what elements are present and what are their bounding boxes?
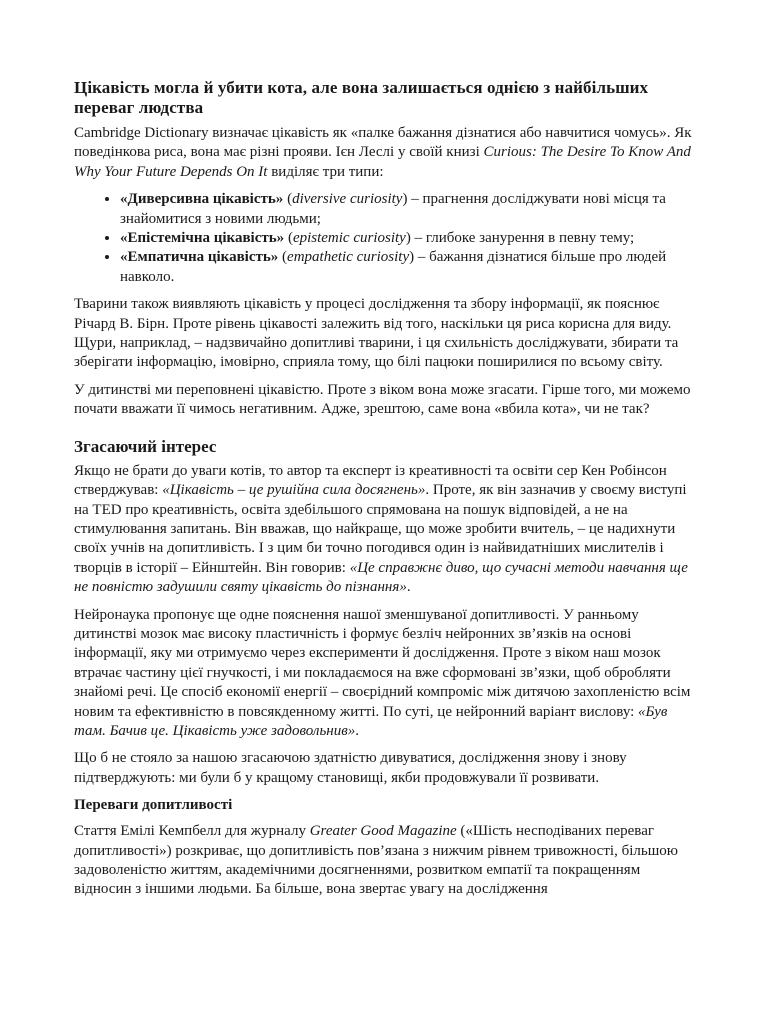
campbell-paragraph	[74, 822, 694, 900]
type-paren: (	[284, 230, 293, 247]
type-description: ) – глибоке занурення в певну тему;	[405, 230, 635, 247]
paragraph-text: Якщо не брати до уваги котів, то автор та експерт із креативності та освіти сер Кен Робінсон стверджував:	[74, 462, 667, 499]
type-name: «Диверсивна цікавість»	[120, 191, 284, 208]
list-item	[120, 190, 694, 229]
book-title: Curious: The Desire To Know And Why Your Future Depends On It	[74, 144, 691, 180]
paragraph-text: («Шість несподіваних переваг допитливості») розкриває, що допитливість пов’язана з нижчим рівнем тривожності, більшою задоволеністю життям, академічними досягненнями, розвитком емпатії та покращенням відносин з іншими людьми. Ба більше, вона звертає увагу на дослідження	[74, 823, 678, 898]
paragraph-text: .	[406, 579, 411, 596]
type-paren: (	[278, 249, 288, 266]
type-english: diversive curiosity	[292, 191, 403, 208]
neuroscience-paragraph	[74, 606, 694, 742]
paragraph-text: .	[355, 722, 359, 739]
robinson-paragraph	[74, 462, 694, 598]
article-title: Цікавість могла й убити кота, але вона залишається однією з найбільших переваг людства	[74, 78, 649, 117]
type-description: ) – прагнення досліджувати нові місця та знайомитися з новими людьми;	[120, 191, 666, 227]
intro-text-2: виділяє три типи:	[267, 163, 384, 180]
magazine-title: Greater Good Magazine	[309, 823, 457, 840]
type-description: ) – бажання дізнатися більше про людей навколо.	[120, 249, 667, 285]
type-english: epistemic curiosity	[292, 230, 406, 247]
section-heading-benefits: Переваги допитливості	[74, 797, 233, 814]
type-name: «Емпатична цікавість»	[120, 249, 279, 266]
type-paren: (	[283, 191, 293, 208]
intro-paragraph	[74, 124, 694, 182]
paragraph-text: Стаття Емілі Кемпбелл для журналу	[74, 823, 310, 840]
animals-paragraph: Тварини також виявляють цікавість у процесі дослідження та збору інформації, як пояснює Річард В. Бірн. Проте рівень цікавості залежить від того, наскільки ця риса корисна для виду. Щури, наприклад, – надзвичайно допитливі тварини, і ця схильність досліджувати, збирати та зберігати інформацію, імовірно, сприяла тому, що білі пацюки поширилися по всьому світу.	[74, 296, 679, 371]
section-heading-fading-interest: Згасаючий інтерес	[74, 436, 217, 456]
list-item	[120, 248, 694, 287]
curiosity-types-list	[74, 190, 694, 287]
paragraph-text: . Проте, як він зазначив у своєму виступі на TED про креативність, освіта здебільшого спрямована на пошук відповідей, а не на стимулювання запитань. Він вважав, що найкраще, що може зробити вчитель, – це надихнути своїх учнів на допитливість. І з цим би точно погодився один із найвидатніших мислителів і творців в історії – Ейнштейн. Він говорив:	[74, 482, 687, 576]
list-item	[120, 229, 694, 248]
type-english: empathetic curiosity	[287, 249, 410, 266]
paragraph-text: Нейронаука пропонує ще одне пояснення нашої зменшуваної допитливості. У ранньому дитинстві мозок має високу пластичність і формує безліч нейронних зв’язків на основі інформації, яку ми отримуємо через експерименти й дослідження. Проте з віком наш мозок втрачає частину цієї гнучкості, і ми покладаємося на вже сформовані зв’язки, щоб обробляти знайомі речі. Це спосіб економії енергії – своєрідний компроміс між дитячою захопленістю всім новим та ефективністю в повсякденному житті. По суті, це нейронний варіант вислову:	[74, 606, 691, 720]
saying-quote: «Був там. Бачив це. Цікавість уже задовольнив»	[74, 703, 668, 739]
robinson-quote: «Цікавість – це рушійна сила досягнень»	[162, 482, 426, 499]
research-paragraph: Що б не стояло за нашою згасаючою здатністю дивуватися, дослідження знову і знову підтверджують: ми були б у кращому становищі, якби продовжували її розвивати.	[74, 750, 627, 786]
childhood-paragraph: У дитинстві ми переповнені цікавістю. Проте з віком вона може згасати. Гірше того, ми можемо почати вважати її чимось негативним. Адже, зрештою, саме вона «вбила кота», чи не так?	[74, 381, 691, 418]
einstein-quote: «Це справжнє диво, що сучасні методи навчання ще не повністю задушили святу цікавість до пізнання»	[74, 559, 688, 596]
intro-text-1: Cambridge Dictionary визначає цікавість як «палке бажання дізнатися або навчитися чомусь». Як поведінкова риса, вона має різні прояви. Ієн Леслі у своїй книзі	[74, 125, 692, 161]
type-name: «Епістемічна цікавість»	[120, 230, 285, 247]
